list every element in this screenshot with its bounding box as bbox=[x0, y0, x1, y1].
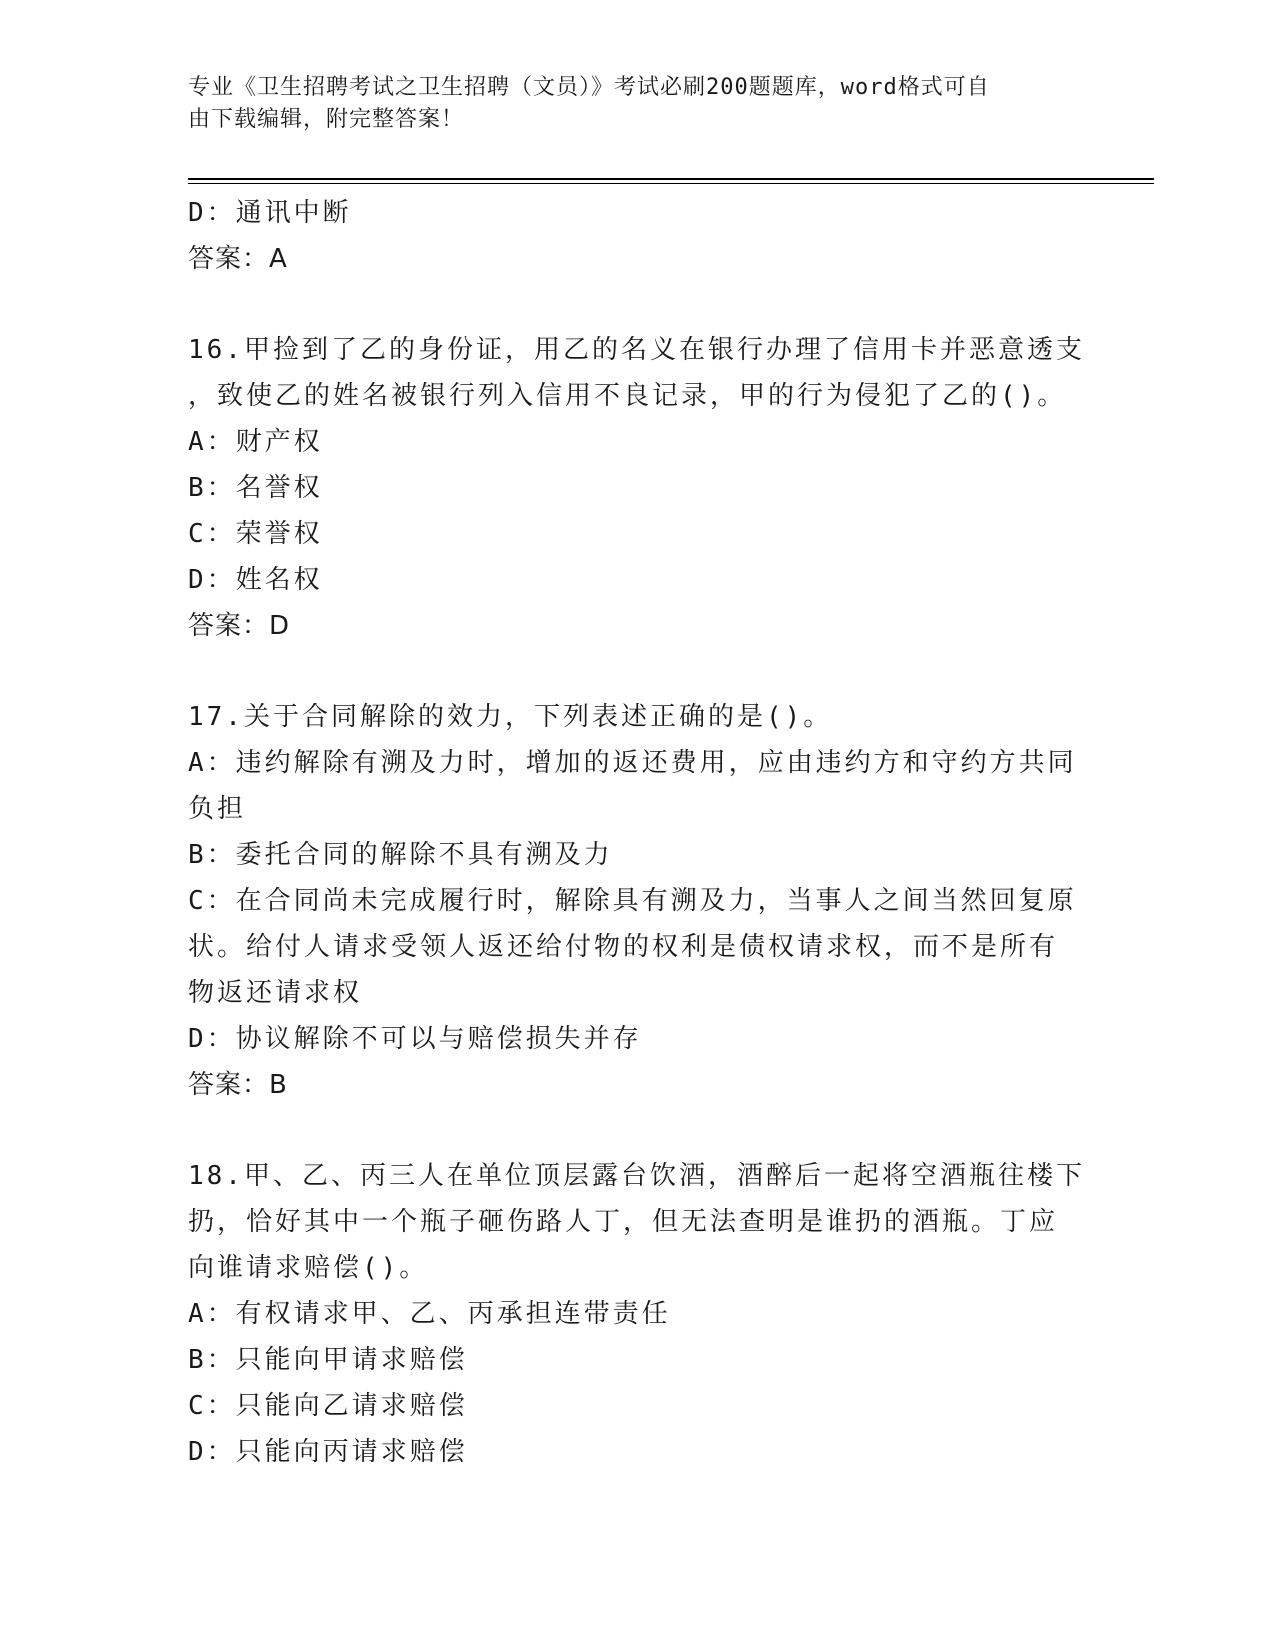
option-a-continued: 负担 bbox=[188, 794, 247, 824]
question-16 bbox=[188, 327, 1088, 649]
option-d: D：姓名权 bbox=[188, 565, 323, 595]
option-c: C：荣誉权 bbox=[188, 519, 323, 549]
question-stem: 扔，恰好其中一个瓶子砸伤路人丁，但无法查明是谁扔的酒瓶。丁应 bbox=[188, 1207, 1059, 1237]
answer-line: 答案：D bbox=[188, 611, 291, 641]
option-a: A：违约解除有溯及力时，增加的返还费用，应由违约方和守约方共同 bbox=[188, 748, 1077, 778]
question-18 bbox=[188, 1153, 1088, 1475]
question-stem: ，致使乙的姓名被银行列入信用不良记录，甲的行为侵犯了乙的()。 bbox=[188, 381, 1067, 411]
option-b: B：名誉权 bbox=[188, 473, 323, 503]
question-stem: 向谁请求赔偿()。 bbox=[188, 1253, 429, 1283]
option-a: A：有权请求甲、乙、丙承担连带责任 bbox=[188, 1299, 671, 1329]
question-15-tail bbox=[188, 190, 1088, 282]
option-c: C：在合同尚未完成履行时，解除具有溯及力，当事人之间当然回复原 bbox=[188, 886, 1077, 916]
option-d: D：通讯中断 bbox=[188, 198, 352, 228]
header-rule-thin bbox=[188, 183, 1154, 184]
option-c-continued: 物返还请求权 bbox=[188, 978, 363, 1008]
option-b: B：只能向甲请求赔偿 bbox=[188, 1345, 468, 1375]
answer-line: 答案：B bbox=[188, 1070, 288, 1100]
option-c: C：只能向乙请求赔偿 bbox=[188, 1391, 468, 1421]
option-c-continued: 状。给付人请求受领人返还给付物的权利是债权请求权，而不是所有 bbox=[188, 932, 1059, 962]
answer-line: 答案：A bbox=[188, 244, 288, 274]
question-17 bbox=[188, 694, 1088, 1108]
option-b: B：委托合同的解除不具有溯及力 bbox=[188, 840, 613, 870]
option-d: D：只能向丙请求赔偿 bbox=[188, 1437, 468, 1467]
question-stem: 17.关于合同解除的效力，下列表述正确的是()。 bbox=[188, 702, 833, 732]
question-stem: 18.甲、乙、丙三人在单位顶层露台饮酒，酒醉后一起将空酒瓶往楼下 bbox=[188, 1161, 1085, 1191]
header-line-2: 由下载编辑，附完整答案！ bbox=[188, 107, 465, 132]
option-d: D：协议解除不可以与赔偿损失并存 bbox=[188, 1024, 642, 1054]
header-rule-thick bbox=[188, 178, 1154, 180]
document-body bbox=[188, 190, 1088, 1475]
option-a: A：财产权 bbox=[188, 427, 323, 457]
document-header bbox=[188, 72, 1068, 136]
header-line-1: 专业《卫生招聘考试之卫生招聘（文员）》考试必刷200题题库，word格式可自 bbox=[188, 75, 990, 100]
question-stem: 16.甲捡到了乙的身份证，用乙的名义在银行办理了信用卡并恶意透支 bbox=[188, 335, 1085, 365]
